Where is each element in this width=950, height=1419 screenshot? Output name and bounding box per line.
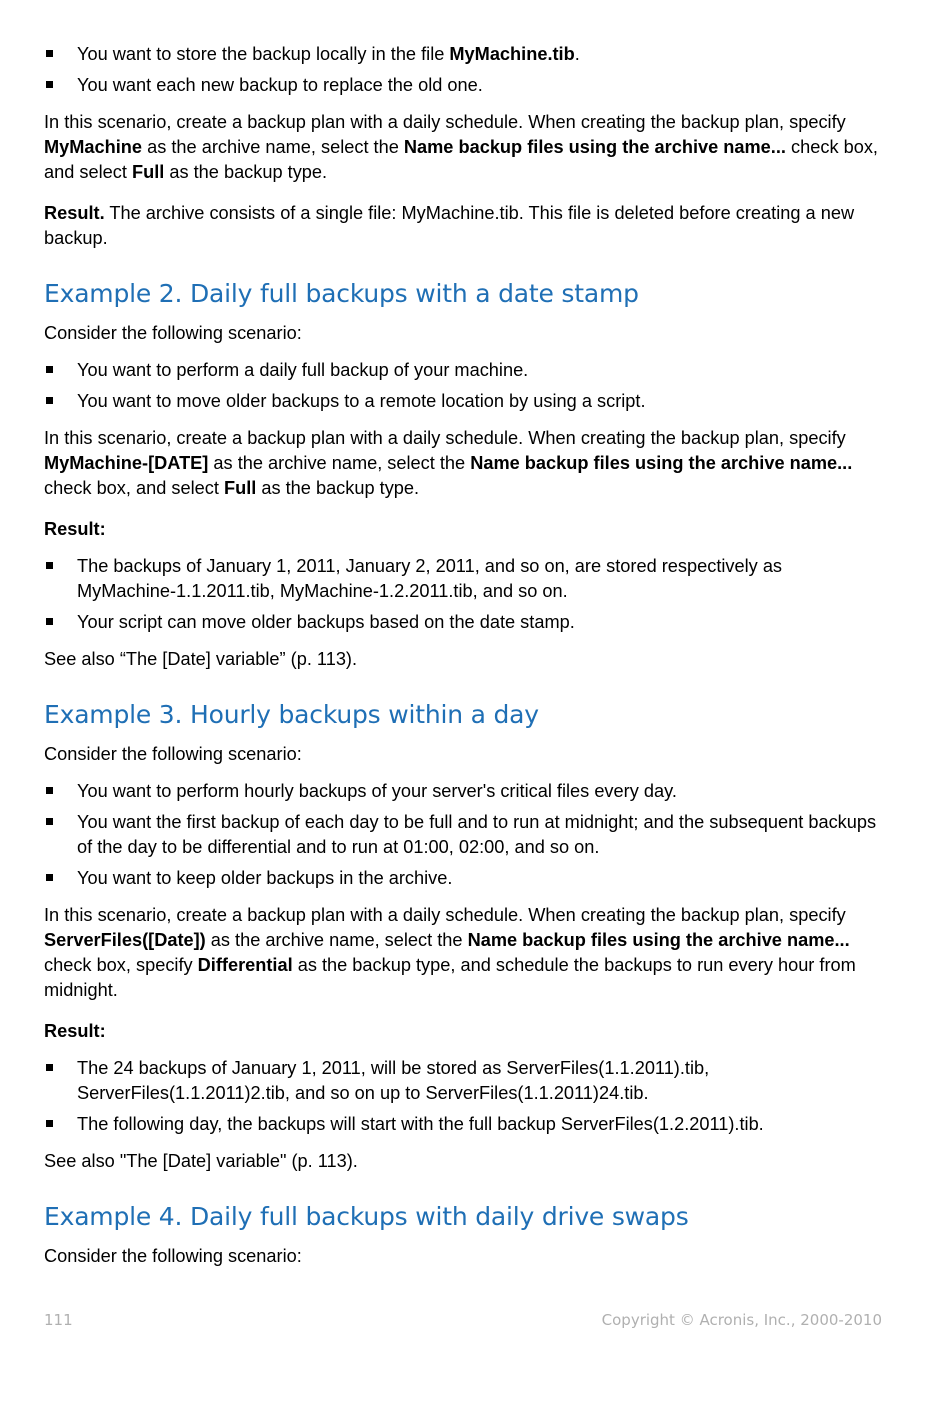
consider-text: Consider the following scenario: xyxy=(44,1246,302,1266)
paragraph-text: as the archive name, select the xyxy=(205,930,468,950)
result-text: The archive consists of a single file: MyMachine.tib. This file is deleted before creating a new backup. xyxy=(44,203,855,248)
list-item xyxy=(44,554,884,604)
paragraph-text: as the archive name, select the xyxy=(142,137,404,157)
paragraph-text: check box, and select xyxy=(44,137,878,182)
page-footer xyxy=(44,1311,882,1329)
paragraph-text: In this scenario, create a backup plan with a daily schedule. When creating the backup plan, specify xyxy=(44,428,846,448)
archive-name-text: MyMachine-[DATE] xyxy=(44,453,209,473)
consider-text: Consider the following scenario: xyxy=(44,323,302,343)
bullet-text: You want to store the backup locally in the file xyxy=(77,44,450,64)
list-item xyxy=(44,610,884,635)
list-item xyxy=(44,1112,884,1137)
page-number: 111 xyxy=(44,1311,73,1329)
bullet-text: Your script can move older backups based on the date stamp. xyxy=(77,612,575,632)
scenario-paragraph xyxy=(44,110,884,185)
paragraph-text: as the archive name, select the xyxy=(208,453,471,473)
section-heading: Example 3. Hourly backups within a day xyxy=(44,700,539,729)
scenario-paragraph xyxy=(44,426,884,501)
bullet-bold-text: MyMachine.tib xyxy=(449,44,575,64)
paragraph-text: as the backup type. xyxy=(164,162,328,182)
list-item xyxy=(44,73,884,98)
list-item xyxy=(44,358,884,383)
bullet-text: . xyxy=(574,44,580,64)
result-label: Result. xyxy=(44,203,105,223)
result-label xyxy=(44,517,884,542)
backup-type-text: Full xyxy=(131,162,165,182)
backup-type-text: Differential xyxy=(197,955,293,975)
list-item xyxy=(44,42,884,67)
paragraph-text: check box, and select xyxy=(44,478,224,498)
see-also-link-text: See also "The [Date] variable" (p. 113). xyxy=(44,1151,358,1171)
archive-name-text: ServerFiles([Date]) xyxy=(44,930,206,950)
archive-name-text: MyMachine xyxy=(44,137,143,157)
bullet-text: The 24 backups of January 1, 2011, will be stored as ServerFiles(1.1.2011).tib, ServerFiles(1.1.2011)2.tib, and so on up to ServerFiles(1.1.2011)24.tib. xyxy=(77,1058,710,1103)
bullet-text: You want each new backup to replace the old one. xyxy=(77,75,483,95)
scenario-paragraph xyxy=(44,903,884,1003)
list-item xyxy=(44,779,884,804)
paragraph-text: In this scenario, create a backup plan with a daily schedule. When creating the backup plan, specify xyxy=(44,112,846,132)
copyright-text: Copyright © Acronis, Inc., 2000-2010 xyxy=(601,1311,882,1329)
checkbox-name-text: Name backup files using the archive name... xyxy=(403,137,786,157)
list-item xyxy=(44,866,884,891)
bullet-text: The following day, the backups will start with the full backup ServerFiles(1.2.2011).tib. xyxy=(77,1114,764,1134)
consider-text: Consider the following scenario: xyxy=(44,744,302,764)
list-item xyxy=(44,810,884,860)
section-heading: Example 4. Daily full backups with daily drive swaps xyxy=(44,1202,689,1231)
bullet-text: You want to perform hourly backups of your server's critical files every day. xyxy=(77,781,677,801)
checkbox-name-text: Name backup files using the archive name... xyxy=(470,453,853,473)
result-label-text: Result: xyxy=(44,519,106,539)
paragraph-text: as the backup type. xyxy=(256,478,420,498)
see-also-link-text: See also “The [Date] variable” (p. 113). xyxy=(44,649,358,669)
section-heading: Example 2. Daily full backups with a date stamp xyxy=(44,279,639,308)
result-label xyxy=(44,1019,884,1044)
page-content xyxy=(44,42,884,1285)
bullet-text: You want to perform a daily full backup of your machine. xyxy=(77,360,529,380)
list-item xyxy=(44,389,884,414)
backup-type-text: Full xyxy=(223,478,257,498)
paragraph-text: In this scenario, create a backup plan with a daily schedule. When creating the backup plan, specify xyxy=(44,905,846,925)
paragraph-text: check box, specify xyxy=(44,955,198,975)
checkbox-name-text: Name backup files using the archive name... xyxy=(467,930,850,950)
bullet-text: The backups of January 1, 2011, January 2, 2011, and so on, are stored respectively as MyMachine-1.1.2011.tib, MyMachine-1.2.2011.tib, and so on. xyxy=(77,556,783,601)
result-label-text: Result: xyxy=(44,1021,106,1041)
paragraph-text: as the backup type, and schedule the backups to run every hour from midnight. xyxy=(44,955,856,1000)
bullet-text: You want to move older backups to a remote location by using a script. xyxy=(77,391,646,411)
bullet-text: You want the first backup of each day to be full and to run at midnight; and the subsequent backups of the day to be differential and to run at 01:00, 02:00, and so on. xyxy=(77,812,877,857)
list-item xyxy=(44,1056,884,1106)
result-paragraph xyxy=(44,201,884,251)
bullet-text: You want to keep older backups in the archive. xyxy=(77,868,453,888)
